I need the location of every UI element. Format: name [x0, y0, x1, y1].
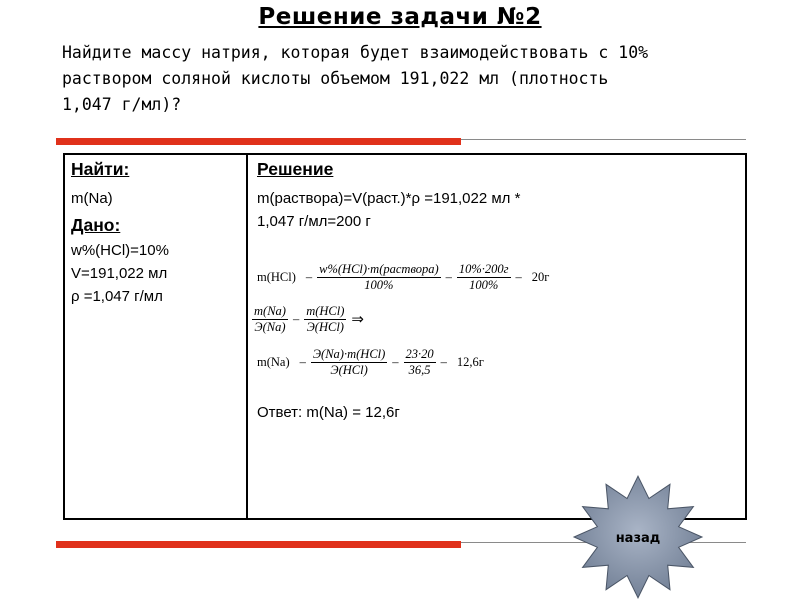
back-button[interactable]: [563, 475, 713, 605]
fraction-denominator: 100%: [364, 278, 394, 292]
table-column-divider: [246, 153, 248, 520]
fraction-numerator: 23·20: [405, 347, 434, 361]
formula-eq: –: [392, 355, 399, 369]
given-line-2: V=191,022 мл: [71, 265, 168, 282]
implies-arrow: ⇒: [351, 312, 364, 328]
given-heading: Дано:: [71, 215, 121, 235]
given-line-3: ρ =1,047 г/мл: [71, 288, 163, 305]
formula-fraction: [252, 304, 288, 335]
fraction-denominator: Э(HCl): [330, 363, 368, 377]
find-value: m(Na): [71, 190, 113, 207]
page-title: Решение задачи №2: [258, 4, 542, 30]
formula-result: 20г: [531, 270, 550, 284]
given-line-1: w%(HCl)=10%: [71, 242, 169, 259]
formula-fraction: [457, 262, 511, 293]
fraction-numerator: m(Na): [254, 304, 286, 318]
formula-fraction: [311, 347, 387, 378]
formula-lhs: m(HCl): [257, 270, 296, 284]
formula-result: 12,6г: [456, 355, 484, 369]
solution-heading: Решение: [257, 159, 334, 179]
calc-line-2: 1,047 г/мл=200 г: [257, 213, 371, 230]
problem-statement: [62, 40, 752, 118]
top-gray-rule: [461, 139, 746, 140]
formula-mass-na: [252, 347, 489, 378]
fraction-numerator: w%(HCl)·m(раствора): [319, 262, 439, 276]
formula-eq: –: [515, 270, 522, 284]
fraction-numerator: Э(Na)·m(HCl): [312, 347, 386, 361]
formula-mass-hcl: [252, 262, 554, 293]
answer-text: Ответ: m(Na) = 12,6г: [257, 404, 400, 421]
formula-eq: –: [299, 355, 306, 369]
formula-eq: –: [440, 355, 447, 369]
calc-line-1: m(раствора)=V(раст.)*ρ =191,022 мл *: [257, 190, 521, 207]
top-red-rule: [56, 138, 461, 145]
formula-fraction: [317, 262, 440, 293]
fraction-denominator: 36,5: [408, 363, 431, 377]
fraction-denominator: Э(HCl): [306, 320, 344, 334]
solution-table: [63, 153, 747, 520]
fraction-numerator: 10%·200г: [458, 262, 509, 276]
bottom-red-rule: [56, 541, 461, 548]
formula-fraction: [304, 304, 346, 335]
formula-eq: –: [445, 270, 452, 284]
find-heading: Найти:: [71, 159, 130, 179]
formula-fraction: [404, 347, 436, 378]
formula-equivalents: [252, 304, 369, 335]
problem-line-1: Найдите массу натрия, которая будет взаимодействовать с 10%: [62, 43, 649, 62]
back-button-label: назад: [615, 531, 661, 546]
fraction-denominator: 100%: [469, 278, 499, 292]
formula-lhs: m(Na): [257, 355, 290, 369]
formula-eq: –: [292, 312, 300, 326]
fraction-numerator: m(HCl): [306, 304, 345, 318]
problem-line-3: 1,047 г/мл)?: [62, 95, 182, 114]
problem-line-2: раствором соляной кислоты объемом 191,022 мл (плотность: [62, 69, 609, 88]
formula-eq: –: [305, 270, 313, 284]
fraction-denominator: Э(Na): [254, 320, 286, 334]
